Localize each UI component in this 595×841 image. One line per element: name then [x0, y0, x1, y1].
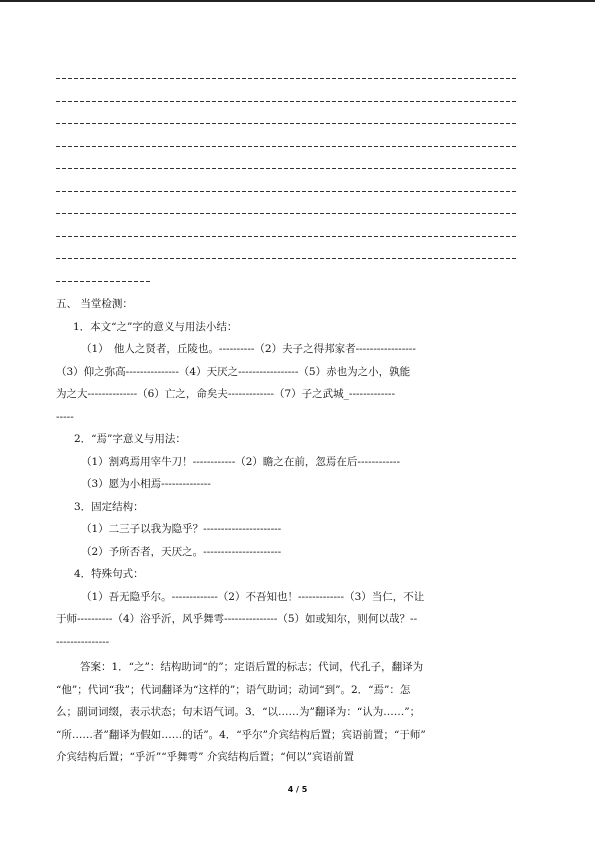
dash-line	[56, 146, 518, 147]
question-4-line: （1）吾无隐乎尔。-------------（2）不吾知也！-------------（3）当仁，不让	[81, 590, 425, 603]
question-1-line: （1） 他人之贤者，丘陵也。----------（2）夫子之得邦家者-----------------	[81, 343, 416, 355]
question-1-line: -----	[56, 410, 74, 423]
top-border-rule	[0, 0, 595, 2]
question-1-title: 1．本文“之”字的意义与用法小结：	[73, 320, 238, 333]
question-3-line: （2）予所否者，天厌之。----------------------	[81, 545, 282, 558]
answer-line: 介宾结构后置；“乎沂”“乎舞雩” 介宾结构后置；“何以”宾语前置	[56, 751, 355, 763]
question-4-title: 4．特殊句式：	[74, 568, 144, 580]
answer-line: “所……者”翻译为假如……的话”。4．“乎尔”介宾结构后置；宾语前置；“于师”	[56, 728, 426, 741]
answer-line: “他”；代词“我”；代词翻译为“这样的”；语气助词；动词“到”。2．“焉”：怎	[56, 683, 411, 696]
answer-line: 么；副词词缀，表示状态；句末语气词。3．“以……为”翻译为：“认为……”；	[56, 706, 421, 718]
dash-line-short	[56, 281, 150, 282]
question-1-line: 为之大--------------（6）亡之，命矣夫-------------（7）子之武城_-------------	[56, 388, 396, 400]
question-4-line: 于师----------（4）浴乎沂，风乎舞雩---------------（5）如或知尔，则何以哉？--	[56, 613, 418, 625]
question-2-line: （1）割鸡焉用宰牛刀！------------（2）瞻之在前，忽焉在后------------	[81, 455, 401, 468]
answer-dash-lines	[56, 78, 518, 303]
question-2-line: （3）愿为小相焉--------------	[81, 478, 211, 490]
section-heading: 五、 当堂检测：	[56, 298, 133, 310]
dash-line	[56, 213, 518, 214]
dash-line	[56, 78, 518, 79]
question-1-line: （3）仰之弥高---------------（4）天厌之-----------------（5）赤也为之小，孰能	[56, 365, 411, 378]
question-4-line: ---------------	[56, 635, 110, 648]
dash-line	[56, 236, 518, 237]
worksheet-content	[56, 293, 521, 769]
answer-line: 答案：1．“之”：结构助词“的”；定语后置的标志；代词，代孔子，翻译为	[80, 661, 424, 673]
dash-line	[56, 123, 518, 124]
question-3-line: （1）二三子以我为隐乎？----------------------	[81, 523, 282, 535]
dash-line	[56, 168, 518, 169]
dash-line	[56, 191, 518, 192]
question-2-title: 2．“焉”字意义与用法：	[74, 433, 186, 445]
dash-line	[56, 258, 518, 259]
dash-line	[56, 101, 518, 102]
question-3-title: 3．固定结构：	[74, 500, 144, 513]
page-number: 4 / 5	[287, 785, 308, 794]
